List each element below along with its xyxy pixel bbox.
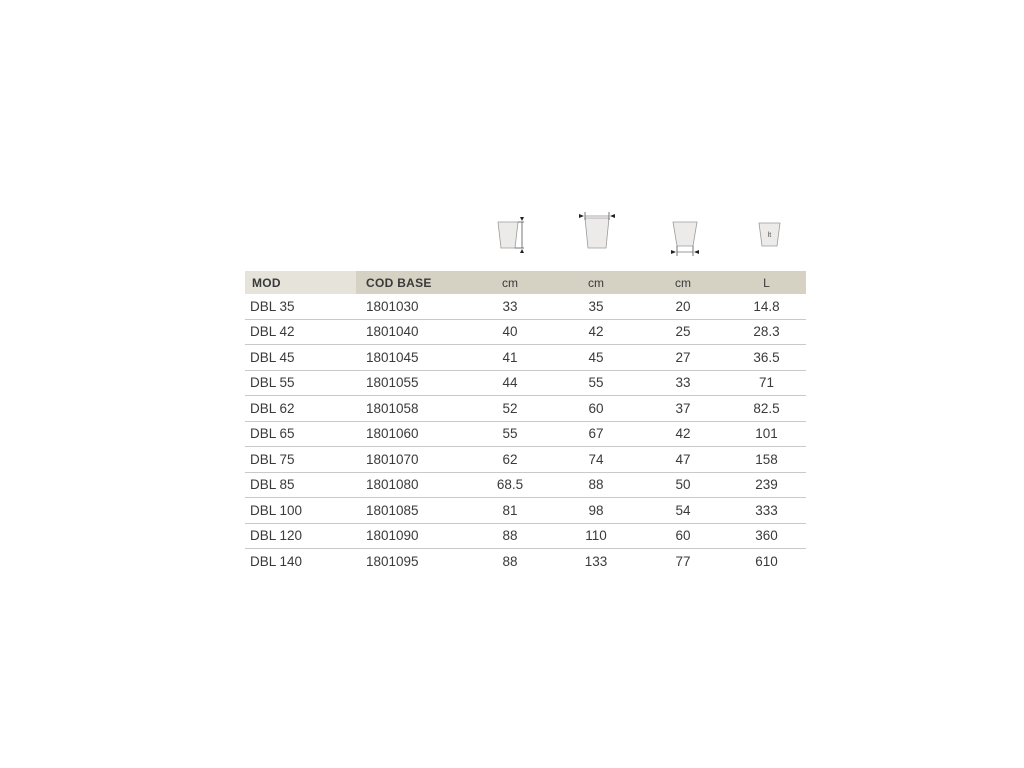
cell-cod-base: 1801080 xyxy=(356,472,467,498)
cell-volume: 333 xyxy=(727,498,806,524)
cell-height: 81 xyxy=(467,498,553,524)
table-header-row xyxy=(245,271,806,294)
cell-base-diameter: 33 xyxy=(639,370,727,396)
cell-base-diameter: 27 xyxy=(639,345,727,371)
cell-mod: DBL 35 xyxy=(245,294,356,319)
spec-table xyxy=(245,271,806,574)
cell-volume: 82.5 xyxy=(727,396,806,422)
cell-volume: 360 xyxy=(727,523,806,549)
table-row xyxy=(245,345,806,371)
cell-base-diameter: 54 xyxy=(639,498,727,524)
table-row xyxy=(245,421,806,447)
cell-height: 55 xyxy=(467,421,553,447)
cell-cod-base: 1801095 xyxy=(366,553,419,569)
cell-cod-base: 1801060 xyxy=(356,421,467,447)
cell-volume: 239 xyxy=(727,472,806,498)
cell-base-diameter: 77 xyxy=(675,553,691,569)
cell-mod: DBL 55 xyxy=(245,370,356,396)
table-row xyxy=(245,498,806,524)
cell-mod: DBL 75 xyxy=(245,447,356,473)
header-base-diameter-cm: cm xyxy=(639,271,727,294)
header-cod-base: COD BASE xyxy=(356,271,467,294)
table-row xyxy=(245,370,806,396)
cell-cod-base: 1801090 xyxy=(356,523,467,549)
header-volume-l: L xyxy=(727,271,806,294)
cell-cod-base: 1801058 xyxy=(356,396,467,422)
volume-icon xyxy=(756,208,784,252)
cell-base-diameter: 20 xyxy=(639,294,727,319)
base-diameter-icon xyxy=(666,208,706,260)
cell-volume: 28.3 xyxy=(727,319,806,345)
cell-mod: DBL 65 xyxy=(245,421,356,447)
cell-top-diameter: 67 xyxy=(553,421,639,447)
cell-volume: 101 xyxy=(727,421,806,447)
cell-base-diameter: 60 xyxy=(639,523,727,549)
cell-top-diameter: 133 xyxy=(584,553,608,569)
cell-height: 40 xyxy=(467,319,553,345)
cell-base-diameter: 50 xyxy=(639,472,727,498)
table-row xyxy=(245,472,806,498)
cell-top-diameter: 45 xyxy=(553,345,639,371)
table-row xyxy=(245,294,806,319)
cell-top-diameter: 74 xyxy=(553,447,639,473)
cell-mod: DBL 42 xyxy=(245,319,356,345)
cell-height: 68.5 xyxy=(467,472,553,498)
cell-top-diameter: 60 xyxy=(553,396,639,422)
cell-top-diameter: 110 xyxy=(553,523,639,549)
volume-icon-label: lt xyxy=(767,232,772,239)
cell-height: 88 xyxy=(467,523,553,549)
height-icon xyxy=(494,208,530,258)
cell-base-diameter: 47 xyxy=(639,447,727,473)
cell-mod: DBL 140 xyxy=(250,553,303,569)
cell-volume: 158 xyxy=(727,447,806,473)
cell-cod-base: 1801040 xyxy=(356,319,467,345)
cell-base-diameter: 42 xyxy=(639,421,727,447)
cell-top-diameter: 35 xyxy=(553,294,639,319)
table-row xyxy=(245,523,806,549)
table-row xyxy=(245,396,806,422)
cell-volume: 36.5 xyxy=(727,345,806,371)
cell-cod-base: 1801030 xyxy=(356,294,467,319)
header-height-cm: cm xyxy=(467,271,553,294)
cell-mod: DBL 62 xyxy=(245,396,356,422)
cell-volume: 610 xyxy=(755,553,778,569)
cell-base-diameter: 25 xyxy=(639,319,727,345)
cell-top-diameter: 98 xyxy=(553,498,639,524)
cell-volume: 14.8 xyxy=(727,294,806,319)
cell-top-diameter: 42 xyxy=(553,319,639,345)
cell-height: 44 xyxy=(467,370,553,396)
cell-top-diameter: 88 xyxy=(553,472,639,498)
table-row xyxy=(245,319,806,345)
header-top-diameter-cm: cm xyxy=(553,271,639,294)
cell-height: 52 xyxy=(467,396,553,422)
cell-height: 62 xyxy=(467,447,553,473)
cell-cod-base: 1801085 xyxy=(356,498,467,524)
header-mod: MOD xyxy=(245,271,356,294)
dimension-icons xyxy=(0,208,1024,268)
cell-mod: DBL 120 xyxy=(245,523,356,549)
top-diameter-icon xyxy=(578,208,618,258)
cell-mod: DBL 85 xyxy=(245,472,356,498)
cell-cod-base: 1801070 xyxy=(356,447,467,473)
cell-height: 33 xyxy=(467,294,553,319)
table-row xyxy=(245,447,806,473)
cell-cod-base: 1801055 xyxy=(356,370,467,396)
cell-cod-base: 1801045 xyxy=(356,345,467,371)
cell-height: 88 xyxy=(502,553,518,569)
table-row xyxy=(245,549,806,574)
cell-mod: DBL 45 xyxy=(245,345,356,371)
cell-volume: 71 xyxy=(727,370,806,396)
cell-mod: DBL 100 xyxy=(245,498,356,524)
cell-height: 41 xyxy=(467,345,553,371)
cell-top-diameter: 55 xyxy=(553,370,639,396)
cell-base-diameter: 37 xyxy=(639,396,727,422)
